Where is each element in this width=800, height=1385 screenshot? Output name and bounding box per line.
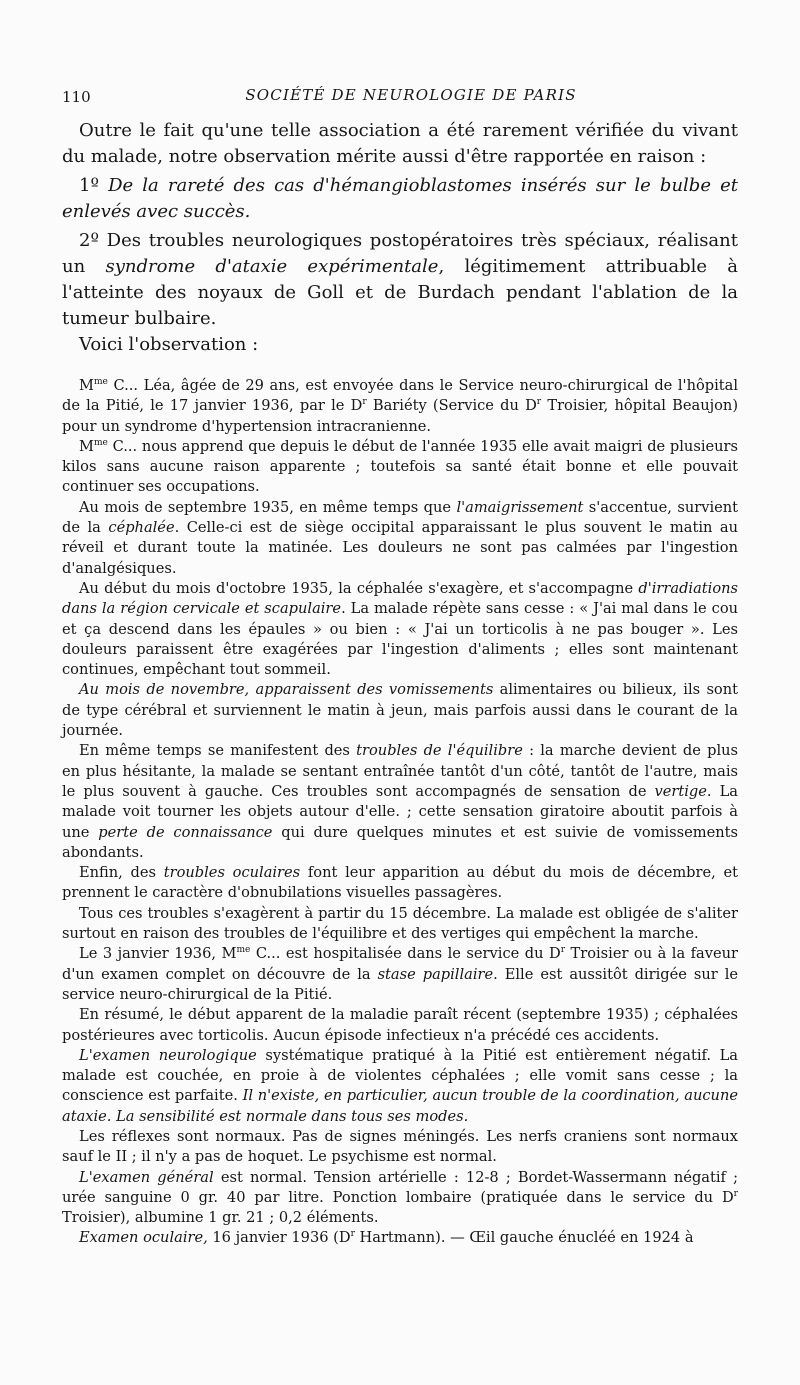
intro-section [62,118,738,358]
page-header [62,84,760,110]
obs-paragraph: $M^{me}$ C... nous apprend que depuis le début de l'année 1935 elle avait maigri de plusieurs kilos sans aucune raison apparente ; toutefois sa santé était bonne et elle pouvait continuer ses occupations. [62,437,738,496]
intro-point-1: 1º De la rareté des cas d'hémangioblastomes insérés sur le bulbe et enlevés avec succès. [62,175,738,222]
page-number: 110 [62,88,91,106]
obs-paragraph: En résumé, le début apparent de la maladie paraît récent (septembre 1935) ; céphalées postérieures avec torticolis. Aucun épisode infectieux n'a précédé ces accidents. [62,1006,738,1044]
obs-paragraph: $M^{me}$ C... Léa, âgée de 29 ans, est envoyée dans le Service neuro-chirurgical de l'hôpital de la Pitié, le 17 janvier 1936, par le $D^r$ Bariéty (Service du $D^r$ Troisier, hôpital Beaujon) pour un syndrome d'hypertension intracranienne. [62,377,739,435]
obs-paragraph: L'examen neurologique systématique pratiqué à la Pitié est entièrement négatif. La malade est couchée, en proie à de violentes céphalées ; elle vomit sans cesse ; la conscience est parfaite. Il n'existe, en particulier, aucun trouble de la coordination, aucune ataxie. La sensibilité est normale dans tous ses modes. [62,1046,738,1125]
intro-lead-in: Voici l'observation : [79,334,259,355]
obs-paragraph: Tous ces troubles s'exagèrent à partir du 15 décembre. La malade est obligée de s'aliter surtout en raison des troubles de l'équilibre et des vertiges qui empêchent la marche. [62,904,738,943]
obs-paragraph: Examen oculaire, 16 janvier 1936 ($D^r$ Hartmann). — Œil gauche énucléé en 1924 à [79,1229,694,1247]
running-title: SOCIÉTÉ DE NEUROLOGIE DE PARIS [245,86,577,104]
obs-paragraph: Au mois de septembre 1935, en même temps que l'amaigrissement s'accentue, survient de la céphalée. Celle-ci est de siège occipital apparaissant le plus souvent le matin au réveil et durant toute la matinée. Les douleurs ne sont pas calmées par l'ingestion d'analgésiques. [62,498,739,577]
obs-paragraph: Le 3 janvier 1936, $M^{me}$ C... est hospitalisée dans le service du $D^r$ Troisier ou à la faveur d'un examen complet on découvre de la stase papillaire. Elle est aussitôt dirigée sur le service neuro-chirurgical de la Pitié. [62,945,738,1003]
obs-paragraph: Enfin, des troubles oculaires font leur apparition au début du mois de décembre, et prennent le caractère d'obnubilations visuelles passagères. [62,864,739,902]
obs-paragraph: Au début du mois d'octobre 1935, la céphalée s'exagère, et s'accompagne d'irradiations dans la région cervicale et scapulaire. La malade répète sans cesse : « J'ai mal dans le cou et ça descend dans les épaules » ou bien : « J'ai un torticolis à ne pas bouger ». Les douleurs paraissent être exagérées par l'ingestion d'aliments ; elles sont maintenant continues, empêchant tout sommeil. [62,579,738,679]
intro-paragraph: Outre le fait qu'une telle association a été rarement vérifiée du vivant du malade, notre observation mérite aussi d'être rapportée en raison : [62,120,738,167]
obs-paragraph: En même temps se manifestent des troubles de l'équilibre : la marche devient de plus en plus hésitante, la malade se sentant entraînée tantôt d'un côté, tantôt de l'autre, mais le plus souvent à gauche. Ces troubles sont accompagnés de sensation de vertige. La malade voit tourner les objets autour d'elle. ; cette sensation giratoire aboutit parfois à une perte de connaissance qui dure quelques minutes et est suivie de vomissements abondants. [62,742,739,861]
obs-paragraph: Au mois de novembre, apparaissent des vomissements alimentaires ou bilieux, ils sont de type cérébral et surviennent le matin à jeun, mais parfois aussi dans le courant de la journée. [62,681,738,740]
intro-point-2: 2º Des troubles neurologiques postopératoires très spéciaux, réalisant un syndrome d'ataxie expérimentale, légitimement attribuable à l'atteinte des noyaux de Goll et de Burdach pendant l'ablation de la tumeur bulbaire. [62,230,738,329]
obs-paragraph: L'examen général est normal. Tension artérielle : 12-8 ; Bordet-Wassermann négatif ; urée sanguine 0 gr. 40 par litre. Ponction lombaire (pratiquée dans le service du $D^r$ Troisier), albumine 1 gr. 21 ; 0,2 éléments. [62,1168,738,1227]
obs-paragraph: Les réflexes sont normaux. Pas de signes méningés. Les nerfs craniens sont normaux sauf le II ; il n'y a pas de hoquet. Le psychisme est normal. [62,1127,738,1166]
observation-section [62,376,738,1249]
